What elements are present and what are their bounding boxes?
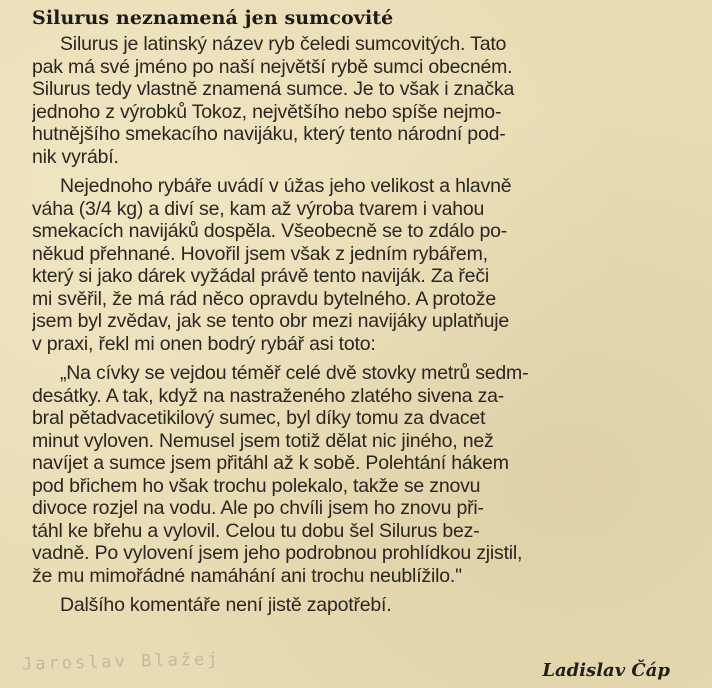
paragraph-line: který si jako dárek vyžádal právě tento naviják. Za řeči bbox=[32, 265, 490, 287]
paragraph-line: váha (3/4 kg) a diví se, kam až výroba tvarem i vahou bbox=[32, 197, 485, 220]
article-paragraph-closing bbox=[32, 594, 682, 617]
article-paragraph-1 bbox=[32, 33, 682, 168]
paragraph-line: pod břichem ho však trochu polekalo, takže se znovu bbox=[32, 474, 481, 497]
paragraph-line: jednoho z výrobků Tokoz, největšího nebo spíše nejmo- bbox=[32, 100, 502, 123]
ownership-stamp: Jaroslav Blažej bbox=[21, 649, 221, 675]
paragraph-line: Nejednoho rybáře uvádí v úžas jeho velikost a hlavně bbox=[60, 175, 512, 197]
paragraph-line: vadně. Po vylovení jsem jeho podrobnou prohlídkou zjistil, bbox=[32, 542, 523, 564]
paragraph-line: táhl ke břehu a vylovil. Celou tu dobu šel Silurus bez- bbox=[32, 519, 480, 542]
paragraph-line: pak má své jméno po naší největší rybě sumci obecném. bbox=[32, 55, 513, 78]
paragraph-line: jsem byl zvědav, jak se tento obr mezi navijáky uplatňuje bbox=[32, 310, 510, 332]
paragraph-line: nik vyrábí. bbox=[32, 145, 119, 168]
article-paragraph-quote bbox=[32, 362, 682, 587]
paragraph-line: někud přehnané. Hovořil jsem však z jedním rybářem, bbox=[32, 242, 488, 265]
article-headline: Silurus neznamená jen sumcovité bbox=[32, 7, 394, 29]
paragraph-line: že mu mimořádné namáhání ani trochu neublížilo." bbox=[32, 564, 462, 587]
paragraph-line: Silurus je latinský název ryb čeledi sumcovitých. Tato bbox=[60, 33, 507, 55]
paragraph-line: Dalšího komentáře není jistě zapotřebí. bbox=[60, 594, 392, 616]
paragraph-line: v praxi, řekl mi onen bodrý rybář asi toto: bbox=[32, 332, 376, 355]
paragraph-line: Silurus tedy vlastně znamená sumce. Je to však i značka bbox=[32, 78, 515, 100]
paragraph-line: „Na cívky se vejdou téměř celé dvě stovky metrů sedm- bbox=[60, 362, 529, 384]
paragraph-line: navíjet a sumce jsem přitáhl až k sobě. Polehtání hákem bbox=[32, 452, 509, 474]
paragraph-line: divoce rozjel na vodu. Ale po chvíli jsem ho znovu při- bbox=[32, 497, 484, 519]
paragraph-line: hutnějšího smekacího navijáku, který tento národní pod- bbox=[32, 123, 506, 145]
article-paragraph-2 bbox=[32, 175, 682, 355]
paragraph-line: desátky. A tak, když na nastraženého zlatého sivena za- bbox=[32, 384, 505, 407]
paragraph-line: minut vyloven. Nemusel jsem totiž dělat nic jiného, než bbox=[32, 429, 494, 452]
author-signature: Ladislav Čáp bbox=[542, 660, 670, 681]
paragraph-line: mi svěřil, že má rád něco opravdu bytelného. A protože bbox=[32, 287, 496, 310]
paragraph-line: smekacích navijáků dospěla. Všeobecně se to zdálo po- bbox=[32, 220, 508, 242]
paragraph-line: bral pětadvacetikilový sumec, byl díky tomu za dvacet bbox=[32, 407, 486, 429]
